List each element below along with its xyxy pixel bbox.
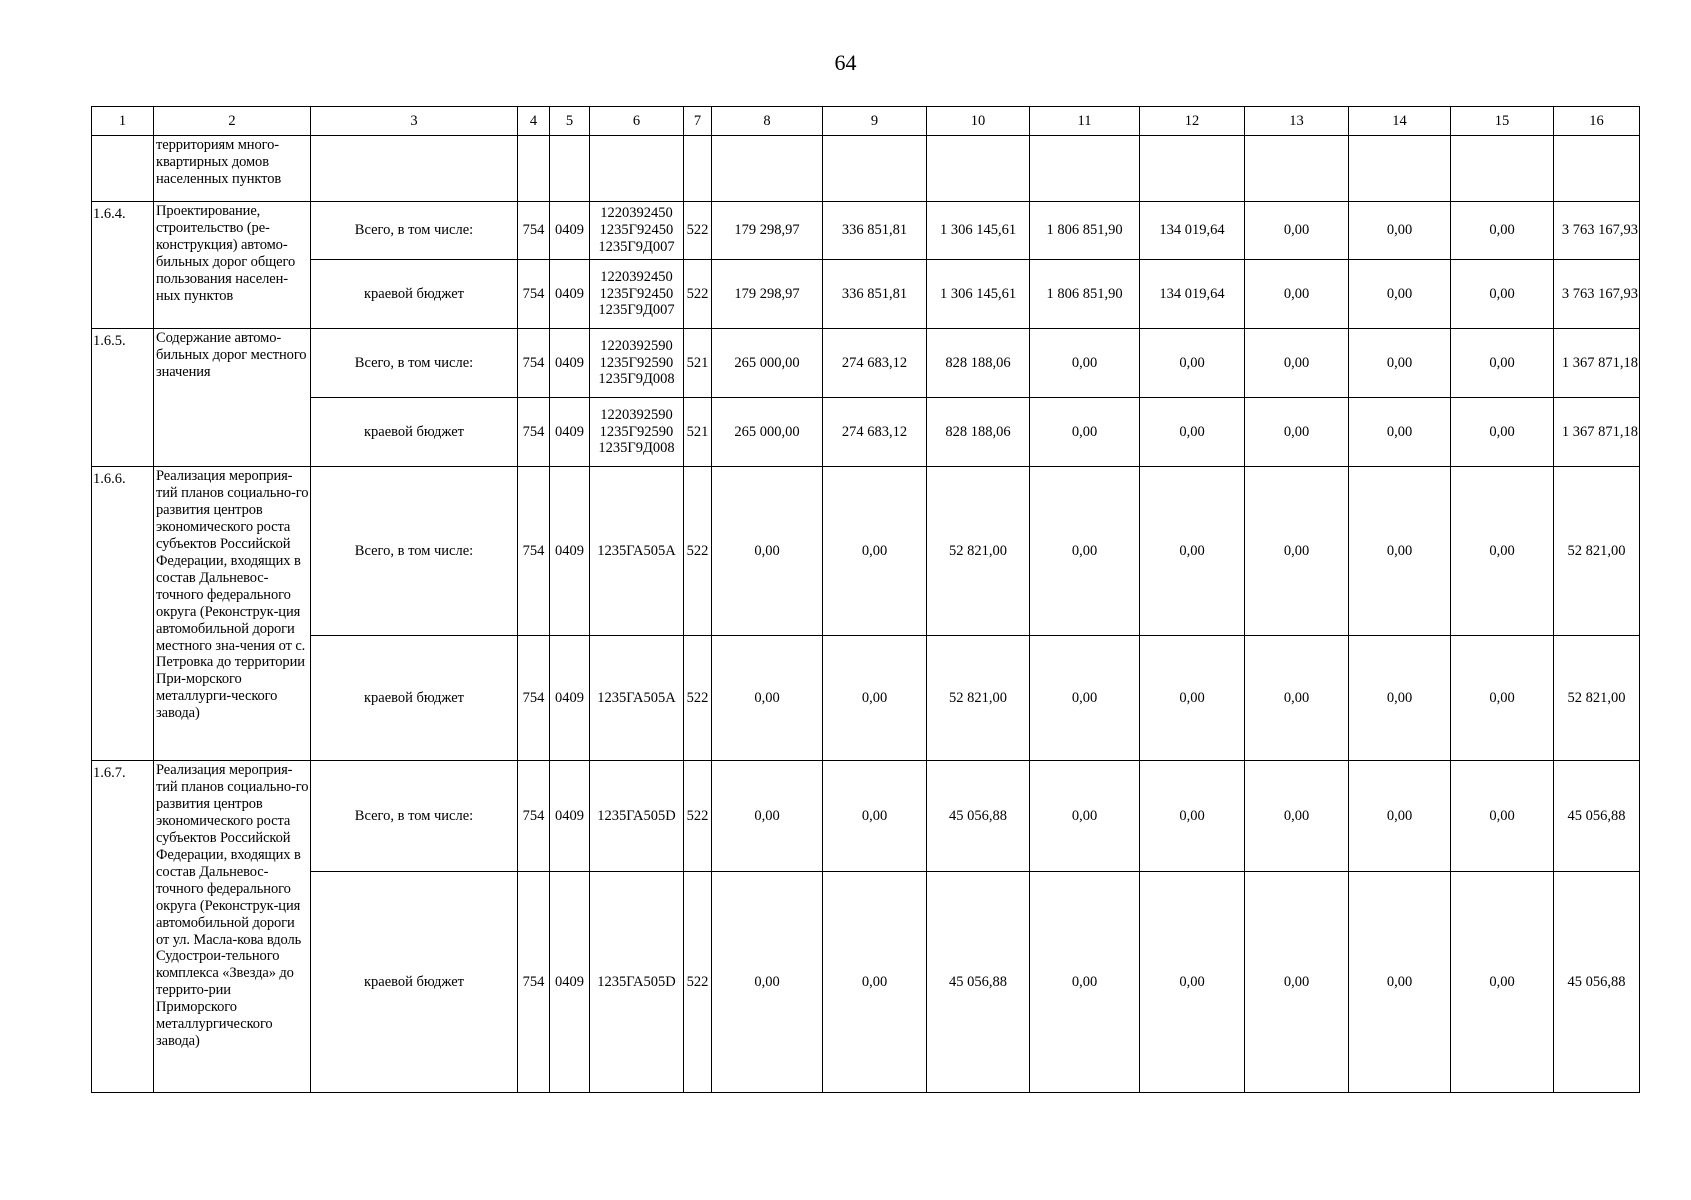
rzpr-cell: 0409 bbox=[550, 202, 590, 260]
value-cell: 0,00 bbox=[1140, 398, 1245, 467]
csr-cell bbox=[590, 636, 684, 761]
rzpr-cell: 0409 bbox=[550, 636, 590, 761]
table-row bbox=[92, 260, 1640, 329]
table-row bbox=[92, 329, 1640, 398]
value-cell: 0,00 bbox=[1030, 636, 1140, 761]
csr-code: 1235Г92590 bbox=[599, 423, 674, 440]
table-row bbox=[92, 398, 1640, 467]
value-cell: 0,00 bbox=[1245, 636, 1349, 761]
column-header: 16 bbox=[1554, 107, 1640, 136]
value-cell: 1 306 145,61 bbox=[927, 202, 1030, 260]
csr-cell bbox=[590, 872, 684, 1093]
value-cell: 0,00 bbox=[1349, 872, 1451, 1093]
row-name-cell: Проектирование, строительство (ре-конструкция) автомо-бильных дорог общего пользования населен-ных пунктов bbox=[154, 202, 311, 329]
grbs-cell: 754 bbox=[518, 761, 550, 872]
value-cell: 0,00 bbox=[712, 636, 823, 761]
column-header: 4 bbox=[518, 107, 550, 136]
value-cell: 1 806 851,90 bbox=[1030, 260, 1140, 329]
csr-code: 1235Г9Д007 bbox=[598, 238, 675, 255]
vr-cell: 522 bbox=[684, 260, 712, 329]
table-row bbox=[92, 636, 1640, 761]
csr-code: 1235Г92450 bbox=[599, 285, 674, 302]
value-cell: 0,00 bbox=[1451, 260, 1554, 329]
column-header: 5 bbox=[550, 107, 590, 136]
value-cell: 336 851,81 bbox=[823, 202, 927, 260]
column-header: 14 bbox=[1349, 107, 1451, 136]
value-cell: 0,00 bbox=[1140, 467, 1245, 636]
empty-cell bbox=[311, 136, 518, 202]
column-number-header-row bbox=[92, 107, 1640, 136]
budget-table bbox=[91, 106, 1640, 1093]
csr-code: 1235ГА505А bbox=[597, 542, 676, 559]
row-name-cell: Содержание автомо-бильных дорог местного значения bbox=[154, 329, 311, 467]
column-header: 11 bbox=[1030, 107, 1140, 136]
rzpr-cell: 0409 bbox=[550, 329, 590, 398]
row-name-cell: территориям много-квартирных домов населенных пунктов bbox=[154, 136, 311, 202]
funding-source-cell: Всего, в том числе: bbox=[311, 467, 518, 636]
value-cell: 0,00 bbox=[1349, 636, 1451, 761]
value-cell: 828 188,06 bbox=[927, 398, 1030, 467]
value-cell: 1 806 851,90 bbox=[1030, 202, 1140, 260]
value-cell: 134 019,64 bbox=[1140, 202, 1245, 260]
csr-cell bbox=[590, 260, 684, 329]
value-cell: 0,00 bbox=[1349, 202, 1451, 260]
total-cell: 45 056,88 bbox=[1554, 761, 1640, 872]
csr-cell bbox=[590, 467, 684, 636]
row-number-cell bbox=[92, 136, 154, 202]
empty-cell bbox=[1451, 136, 1554, 202]
rzpr-cell: 0409 bbox=[550, 761, 590, 872]
total-cell: 52 821,00 bbox=[1554, 467, 1640, 636]
value-cell: 0,00 bbox=[823, 761, 927, 872]
value-cell: 0,00 bbox=[1451, 398, 1554, 467]
value-cell: 0,00 bbox=[823, 467, 927, 636]
value-cell: 0,00 bbox=[1245, 398, 1349, 467]
value-cell: 0,00 bbox=[1245, 260, 1349, 329]
funding-source-cell: Всего, в том числе: bbox=[311, 329, 518, 398]
value-cell: 0,00 bbox=[1030, 329, 1140, 398]
grbs-cell: 754 bbox=[518, 872, 550, 1093]
funding-source-cell: Всего, в том числе: bbox=[311, 761, 518, 872]
total-cell: 45 056,88 bbox=[1554, 872, 1640, 1093]
value-cell: 0,00 bbox=[1451, 872, 1554, 1093]
column-header: 6 bbox=[590, 107, 684, 136]
empty-cell bbox=[590, 136, 684, 202]
value-cell: 0,00 bbox=[1451, 202, 1554, 260]
column-header: 3 bbox=[311, 107, 518, 136]
empty-cell bbox=[1140, 136, 1245, 202]
csr-code: 1235Г92450 bbox=[599, 222, 674, 239]
value-cell: 336 851,81 bbox=[823, 260, 927, 329]
vr-cell: 522 bbox=[684, 467, 712, 636]
value-cell: 0,00 bbox=[1245, 467, 1349, 636]
csr-code: 1220392450 bbox=[600, 268, 673, 285]
value-cell: 1 306 145,61 bbox=[927, 260, 1030, 329]
empty-cell bbox=[1554, 136, 1640, 202]
value-cell: 0,00 bbox=[823, 872, 927, 1093]
row-name-cell: Реализация мероприя-тий планов социально-го развития центров экономического роста субъектов Российской Федерации, входящих в состав Дальневос-точного федерального округа (Реконструк-ция автомобильной дороги местного зна-чения от с. Петровка до территории При-морского металлурги-ческого завода) bbox=[154, 467, 311, 761]
funding-source-cell: краевой бюджет bbox=[311, 398, 518, 467]
row-number-cell: 1.6.5. bbox=[92, 329, 154, 467]
value-cell: 0,00 bbox=[1451, 761, 1554, 872]
value-cell: 0,00 bbox=[1030, 467, 1140, 636]
total-cell: 3 763 167,93 bbox=[1554, 260, 1640, 329]
empty-cell bbox=[518, 136, 550, 202]
value-cell: 0,00 bbox=[1349, 398, 1451, 467]
page-number: 64 bbox=[834, 50, 857, 75]
grbs-cell: 754 bbox=[518, 202, 550, 260]
funding-source-cell: краевой бюджет bbox=[311, 260, 518, 329]
empty-cell bbox=[550, 136, 590, 202]
csr-code: 1220392590 bbox=[600, 406, 673, 423]
value-cell: 134 019,64 bbox=[1140, 260, 1245, 329]
vr-cell: 522 bbox=[684, 761, 712, 872]
csr-code: 1235ГА505А bbox=[597, 689, 676, 706]
csr-code: 1235Г9Д007 bbox=[598, 302, 675, 319]
value-cell: 274 683,12 bbox=[823, 329, 927, 398]
total-cell: 1 367 871,18 bbox=[1554, 398, 1640, 467]
empty-cell bbox=[927, 136, 1030, 202]
value-cell: 0,00 bbox=[712, 467, 823, 636]
table-row bbox=[92, 467, 1640, 636]
column-header: 12 bbox=[1140, 107, 1245, 136]
value-cell: 0,00 bbox=[1030, 761, 1140, 872]
vr-cell: 522 bbox=[684, 636, 712, 761]
vr-cell: 521 bbox=[684, 329, 712, 398]
total-cell: 3 763 167,93 bbox=[1554, 202, 1640, 260]
column-header: 2 bbox=[154, 107, 311, 136]
grbs-cell: 754 bbox=[518, 636, 550, 761]
value-cell: 0,00 bbox=[1349, 467, 1451, 636]
table-row bbox=[92, 761, 1640, 872]
rzpr-cell: 0409 bbox=[550, 467, 590, 636]
value-cell: 274 683,12 bbox=[823, 398, 927, 467]
total-cell: 1 367 871,18 bbox=[1554, 329, 1640, 398]
rzpr-cell: 0409 bbox=[550, 260, 590, 329]
funding-source-cell: краевой бюджет bbox=[311, 636, 518, 761]
value-cell: 0,00 bbox=[1451, 329, 1554, 398]
csr-code: 1235Г9Д008 bbox=[598, 371, 675, 388]
empty-cell bbox=[1349, 136, 1451, 202]
vr-cell: 522 bbox=[684, 202, 712, 260]
row-number-cell: 1.6.6. bbox=[92, 467, 154, 761]
value-cell: 0,00 bbox=[1030, 872, 1140, 1093]
grbs-cell: 754 bbox=[518, 329, 550, 398]
column-header: 7 bbox=[684, 107, 712, 136]
value-cell: 0,00 bbox=[1245, 329, 1349, 398]
csr-cell bbox=[590, 398, 684, 467]
csr-code: 1235Г9Д008 bbox=[598, 440, 675, 457]
column-header: 9 bbox=[823, 107, 927, 136]
value-cell: 0,00 bbox=[1245, 761, 1349, 872]
value-cell: 0,00 bbox=[712, 872, 823, 1093]
column-header: 1 bbox=[92, 107, 154, 136]
csr-code: 1220392590 bbox=[600, 337, 673, 354]
csr-code: 1220392450 bbox=[600, 205, 673, 222]
grbs-cell: 754 bbox=[518, 260, 550, 329]
grbs-cell: 754 bbox=[518, 398, 550, 467]
row-number-cell: 1.6.7. bbox=[92, 761, 154, 1093]
column-header: 13 bbox=[1245, 107, 1349, 136]
row-name-cell: Реализация мероприя-тий планов социально-го развития центров экономического роста субъектов Российской Федерации, входящих в состав Дальневос-точного федерального округа (Реконструк-ция автомобильной дороги от ул. Масла-кова вдоль Судострои-тельного комплекса «Звезда» до террито-рии Приморского металлургического завода) bbox=[154, 761, 311, 1093]
value-cell: 0,00 bbox=[1245, 202, 1349, 260]
csr-code: 1235ГА505D bbox=[597, 807, 676, 824]
value-cell: 45 056,88 bbox=[927, 761, 1030, 872]
funding-source-cell: краевой бюджет bbox=[311, 872, 518, 1093]
funding-source-cell: Всего, в том числе: bbox=[311, 202, 518, 260]
value-cell: 0,00 bbox=[1349, 329, 1451, 398]
empty-cell bbox=[1245, 136, 1349, 202]
value-cell: 179 298,97 bbox=[712, 202, 823, 260]
value-cell: 0,00 bbox=[1451, 467, 1554, 636]
table-row bbox=[92, 202, 1640, 260]
value-cell: 0,00 bbox=[1140, 636, 1245, 761]
value-cell: 828 188,06 bbox=[927, 329, 1030, 398]
vr-cell: 521 bbox=[684, 398, 712, 467]
csr-cell bbox=[590, 202, 684, 260]
value-cell: 0,00 bbox=[1451, 636, 1554, 761]
value-cell: 52 821,00 bbox=[927, 636, 1030, 761]
vr-cell: 522 bbox=[684, 872, 712, 1093]
column-header: 8 bbox=[712, 107, 823, 136]
row-number-cell: 1.6.4. bbox=[92, 202, 154, 329]
value-cell: 179 298,97 bbox=[712, 260, 823, 329]
rzpr-cell: 0409 bbox=[550, 872, 590, 1093]
empty-cell bbox=[1030, 136, 1140, 202]
value-cell: 45 056,88 bbox=[927, 872, 1030, 1093]
csr-code: 1235Г92590 bbox=[599, 354, 674, 371]
value-cell: 0,00 bbox=[1140, 872, 1245, 1093]
empty-cell bbox=[712, 136, 823, 202]
csr-code: 1235ГА505D bbox=[597, 973, 676, 990]
empty-cell bbox=[823, 136, 927, 202]
continuation-row bbox=[92, 136, 1640, 202]
value-cell: 0,00 bbox=[1140, 761, 1245, 872]
csr-cell bbox=[590, 329, 684, 398]
value-cell: 265 000,00 bbox=[712, 398, 823, 467]
value-cell: 0,00 bbox=[1349, 260, 1451, 329]
table-row bbox=[92, 872, 1640, 1093]
grbs-cell: 754 bbox=[518, 467, 550, 636]
total-cell: 52 821,00 bbox=[1554, 636, 1640, 761]
column-header: 15 bbox=[1451, 107, 1554, 136]
value-cell: 0,00 bbox=[1245, 872, 1349, 1093]
value-cell: 265 000,00 bbox=[712, 329, 823, 398]
empty-cell bbox=[684, 136, 712, 202]
csr-cell bbox=[590, 761, 684, 872]
value-cell: 0,00 bbox=[1030, 398, 1140, 467]
value-cell: 52 821,00 bbox=[927, 467, 1030, 636]
value-cell: 0,00 bbox=[1349, 761, 1451, 872]
rzpr-cell: 0409 bbox=[550, 398, 590, 467]
value-cell: 0,00 bbox=[823, 636, 927, 761]
value-cell: 0,00 bbox=[712, 761, 823, 872]
column-header: 10 bbox=[927, 107, 1030, 136]
value-cell: 0,00 bbox=[1140, 329, 1245, 398]
